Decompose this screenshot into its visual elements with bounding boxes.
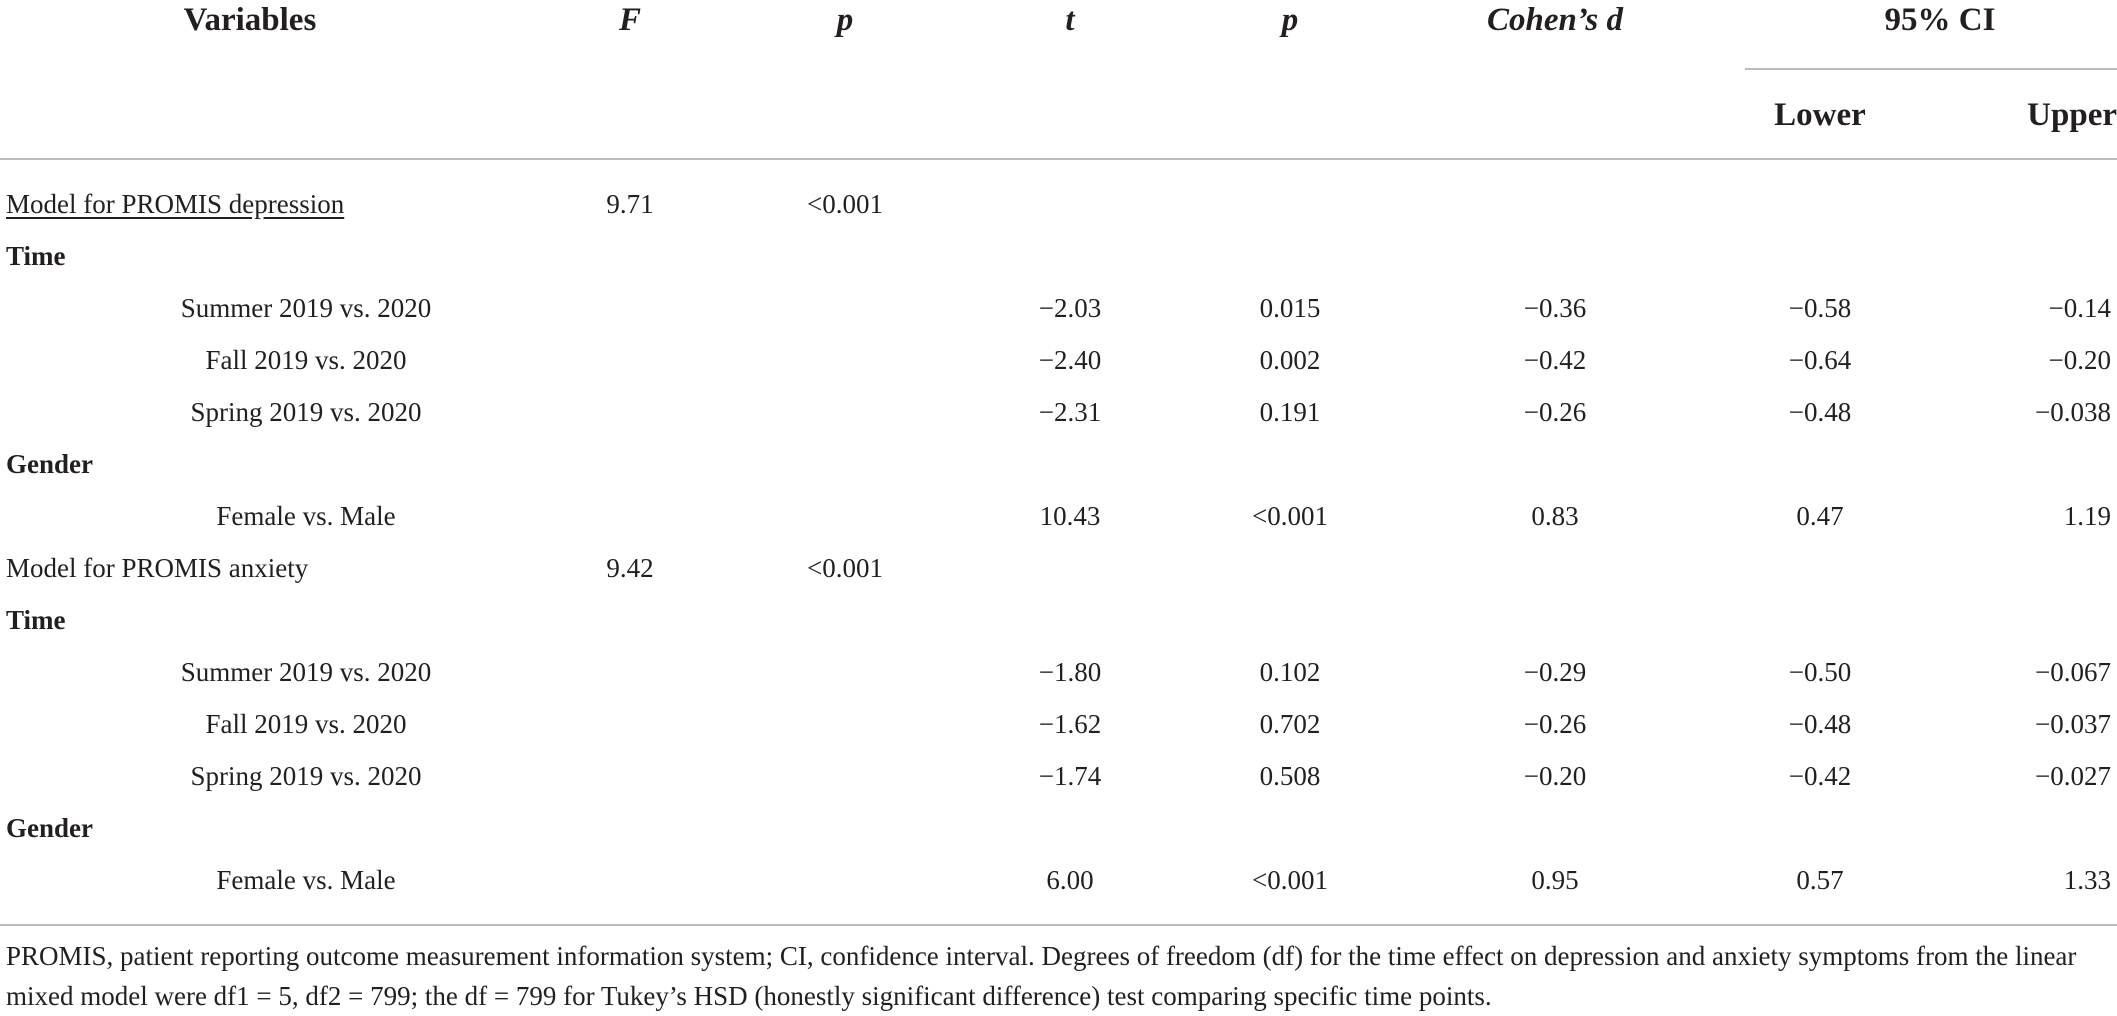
table-row	[0, 334, 2117, 386]
ci-lower-value: −0.58	[1788, 293, 1852, 323]
header-upper: Upper	[2027, 97, 2117, 133]
ci-lower-value: −0.48	[1788, 709, 1852, 739]
group-label: Gender	[6, 449, 93, 479]
ci-upper-value: −0.038	[2035, 397, 2111, 427]
model-p-value: <0.001	[807, 189, 883, 219]
f-value: 9.71	[606, 189, 654, 219]
table-row	[0, 854, 2117, 906]
t-value: −2.03	[1038, 293, 1102, 323]
ci-lower-value: 0.47	[1796, 501, 1844, 531]
header-variables: Variables	[183, 2, 317, 38]
ci-lower-value: −0.64	[1788, 345, 1852, 375]
ci-divider	[1745, 68, 2117, 70]
test-p-value: 0.508	[1259, 761, 1321, 791]
header-p-model: p	[836, 2, 854, 38]
header-p-test: p	[1281, 2, 1299, 38]
t-value: 6.00	[1046, 865, 1094, 895]
ci-upper-value: 1.19	[2063, 501, 2111, 531]
cohens-d-value: −0.20	[1523, 761, 1587, 791]
ci-upper-value: −0.067	[2035, 657, 2111, 687]
ci-upper-value: −0.20	[2048, 345, 2111, 375]
ci-lower-value: −0.42	[1788, 761, 1852, 791]
t-value: −2.40	[1038, 345, 1102, 375]
comparison-label: Spring 2019 vs. 2020	[190, 397, 422, 427]
table-row	[0, 646, 2117, 698]
comparison-label: Fall 2019 vs. 2020	[205, 345, 407, 375]
t-value: −1.74	[1038, 761, 1102, 791]
ci-upper-value: −0.027	[2035, 761, 2111, 791]
test-p-value: 0.702	[1259, 709, 1321, 739]
model-p-value: <0.001	[807, 553, 883, 583]
table-row	[0, 750, 2117, 802]
test-p-value: 0.102	[1259, 657, 1321, 687]
t-value: −2.31	[1038, 397, 1102, 427]
test-p-value: 0.191	[1259, 397, 1321, 427]
comparison-label: Female vs. Male	[216, 501, 396, 531]
header-cohens-d: Cohen’s d	[1487, 2, 1623, 38]
cohens-d-value: −0.42	[1523, 345, 1587, 375]
table-row	[0, 802, 2117, 854]
cohens-d-value: −0.29	[1523, 657, 1587, 687]
table-row	[0, 230, 2117, 282]
cohens-d-value: −0.36	[1523, 293, 1587, 323]
ci-upper-value: 1.33	[2063, 865, 2111, 895]
cohens-d-value: 0.83	[1531, 501, 1579, 531]
model-label: Model for PROMIS depression	[6, 189, 345, 219]
table-row	[0, 438, 2117, 490]
header-ci: 95% CI	[1884, 2, 1996, 38]
test-p-value: <0.001	[1252, 865, 1328, 895]
comparison-label: Fall 2019 vs. 2020	[205, 709, 407, 739]
test-p-value: 0.015	[1259, 293, 1321, 323]
ci-upper-value: −0.037	[2035, 709, 2111, 739]
header-lower: Lower	[1774, 97, 1866, 133]
ci-lower-value: 0.57	[1796, 865, 1844, 895]
cohens-d-value: −0.26	[1523, 397, 1587, 427]
header-t: t	[1065, 2, 1075, 38]
comparison-label: Spring 2019 vs. 2020	[190, 761, 422, 791]
cohens-d-value: −0.26	[1523, 709, 1587, 739]
table-row	[0, 542, 2117, 594]
table-row	[0, 490, 2117, 542]
test-p-value: <0.001	[1252, 501, 1328, 531]
bottom-rule	[0, 924, 2117, 926]
ci-lower-value: −0.50	[1788, 657, 1852, 687]
table-row	[0, 178, 2117, 230]
ci-upper-value: −0.14	[2048, 293, 2111, 323]
t-value: 10.43	[1039, 501, 1101, 531]
group-label: Time	[6, 605, 66, 635]
cohens-d-value: 0.95	[1531, 865, 1579, 895]
model-label: Model for PROMIS anxiety	[6, 553, 309, 583]
group-label: Time	[6, 241, 66, 271]
table-row	[0, 282, 2117, 334]
header-rule	[0, 158, 2117, 160]
comparison-label: Summer 2019 vs. 2020	[180, 657, 432, 687]
t-value: −1.62	[1038, 709, 1102, 739]
table-row	[0, 698, 2117, 750]
table-row	[0, 386, 2117, 438]
f-value: 9.42	[606, 553, 654, 583]
comparison-label: Summer 2019 vs. 2020	[180, 293, 432, 323]
comparison-label: Female vs. Male	[216, 865, 396, 895]
table-footnote: PROMIS, patient reporting outcome measurement information system; CI, confidence interval. Degrees of freedom (df) for the time effect on depression and anxiety symptoms from the linear mixed model were df1 = 5, df2 = 799; the df = 799 for Tukey’s HSD (honestly significant difference) test comparing specific time points.	[6, 941, 2077, 1011]
test-p-value: 0.002	[1259, 345, 1321, 375]
group-label: Gender	[6, 813, 93, 843]
t-value: −1.80	[1038, 657, 1102, 687]
header-F: F	[618, 2, 641, 38]
table-row	[0, 594, 2117, 646]
ci-lower-value: −0.48	[1788, 397, 1852, 427]
